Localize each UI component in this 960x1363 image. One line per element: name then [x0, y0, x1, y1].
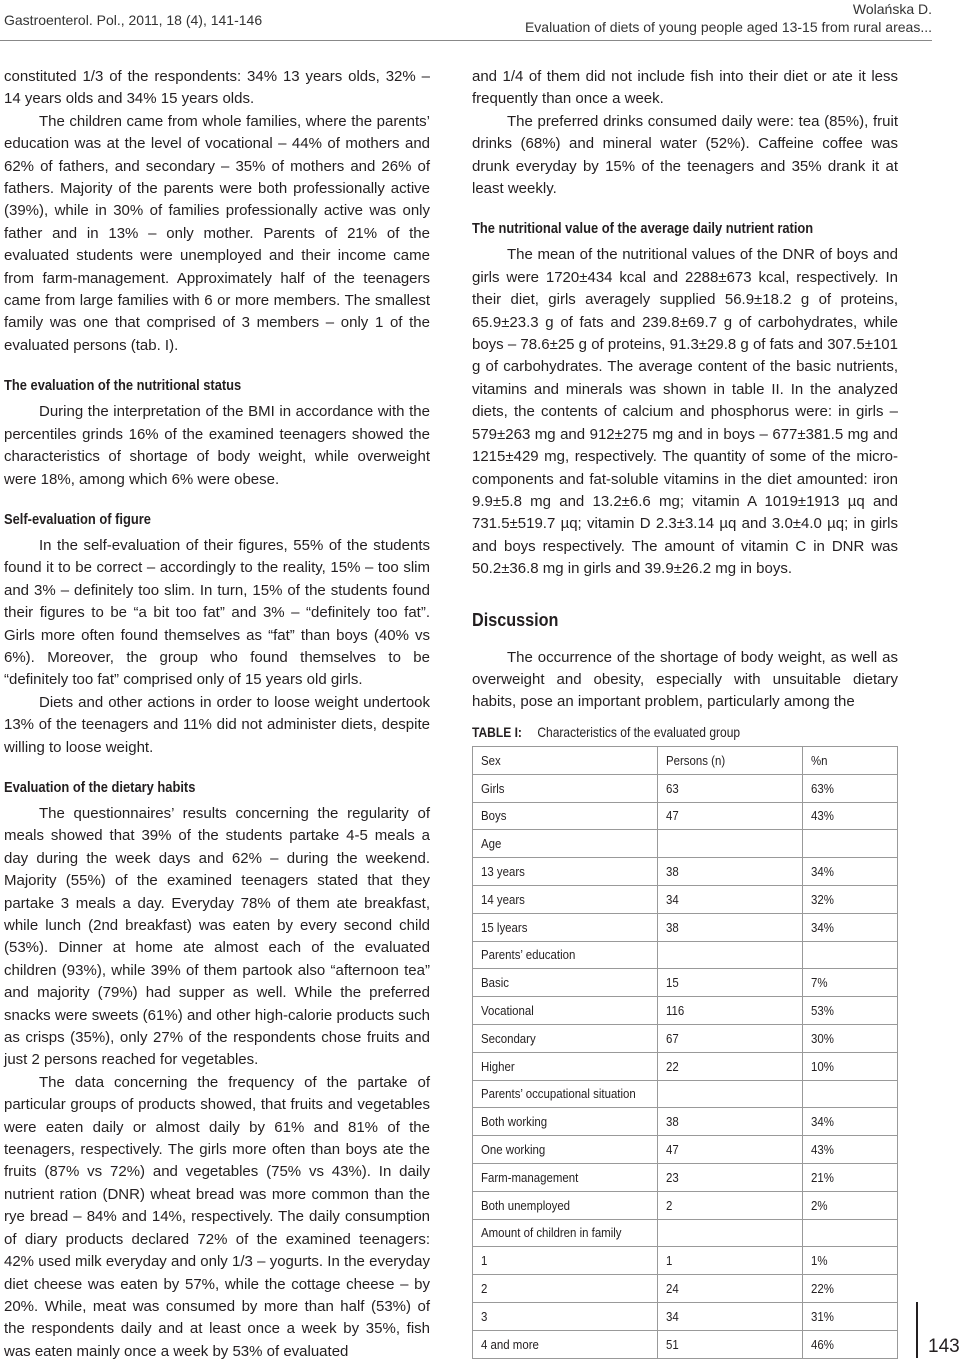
table-cell: 2: [658, 1191, 803, 1219]
author-name: Wolańska D.: [852, 1, 932, 17]
table-cell: 1: [658, 1247, 803, 1275]
table-cell: 47: [658, 1136, 803, 1164]
table-cell: 34%: [803, 858, 898, 886]
section-heading: The evaluation of the nutritional status: [4, 377, 242, 395]
table-cell: [658, 1219, 803, 1247]
table-cell: 34: [658, 885, 803, 913]
discussion-heading: Discussion: [472, 609, 559, 630]
table-row: [473, 1247, 898, 1275]
table-cell: Parents’ occupational situation: [473, 1080, 658, 1108]
table-row: [473, 1024, 898, 1052]
table-cell: 21%: [803, 1163, 898, 1191]
table-cell: Both unemployed: [473, 1191, 658, 1219]
table-cell: 22%: [803, 1275, 898, 1303]
paragraph: The preferred drinks consumed daily were: tea (85%), fruit drinks (68%) and mineral water (52%). Caffeine coffee was drunk everyday by 15% of the teenagers and 35% drank it at least weekly.: [472, 112, 898, 198]
table-row: [473, 1330, 898, 1358]
section-heading: The nutritional value of the average daily nutrient ration: [472, 220, 814, 238]
table-cell: Age: [473, 830, 658, 858]
left-column: [4, 66, 430, 1363]
table-label: TABLE I:: [472, 724, 522, 740]
paragraph: The occurrence of the shortage of body weight, as well as overweight and obesity, especially with unsuitable dietary habits, pose an important problem, particularly among the: [472, 648, 898, 711]
table-row: [473, 1052, 898, 1080]
table-cell: 10%: [803, 1052, 898, 1080]
table-cell: 31%: [803, 1302, 898, 1330]
table-cell: 51: [658, 1330, 803, 1358]
table-cell: 2%: [803, 1191, 898, 1219]
table-cell: Girls: [473, 774, 658, 802]
paragraph: During the interpretation of the BMI in accordance with the percentiles grinds 16% of the examined teenagers showed the characteristics of shortage of body weight, while overweight were 18%, among which 6% were obese.: [4, 403, 430, 488]
table-row: [473, 1191, 898, 1219]
paragraph: The questionnaires’ results concerning the regularity of meals showed that 39% of the students partake 4-5 meals a day during the week days and 62% – during the weekend. Majority (55%) of the examined teenagers stated that they partake 3 meals a day. Everyday 78% of them ate breakfast, while lunch (2nd breakfast) was eaten by every second child (53%). Dinner at home ate almost each of the evaluated children (93%), while 39% of them partook also “afternoon tea” and majority (79%) had supper as well. While the preferred snacks were sweets (61%) and other high-calorie products such as crisps (35%), only 27% of the respondents chose fruits and just 2 persons reached for vegetables.: [4, 804, 430, 1069]
table-cell: Persons (n): [658, 747, 803, 775]
table-cell: 30%: [803, 1024, 898, 1052]
table-cell: 1%: [803, 1247, 898, 1275]
table-cell: Parents’ education: [473, 941, 658, 969]
table-row: [473, 885, 898, 913]
table-cell: 15: [658, 969, 803, 997]
table-cell: 38: [658, 913, 803, 941]
page-number: 143: [928, 1336, 960, 1357]
table-cell: [658, 830, 803, 858]
table-cell: [658, 941, 803, 969]
table-cell: 47: [658, 802, 803, 830]
table-cell: [803, 830, 898, 858]
table-cell: 15 lyears: [473, 913, 658, 941]
table-cell: Farm-management: [473, 1163, 658, 1191]
table-cell: 22: [658, 1052, 803, 1080]
table-cell: 14 years: [473, 885, 658, 913]
table-cell: 38: [658, 1108, 803, 1136]
paragraph: constituted 1/3 of the respondents: 34% 13 years olds, 32% – 14 years olds and 34% 15 years olds.: [4, 68, 430, 108]
paragraph: The data concerning the frequency of the partake of particular groups of products showed, that fruits and vegetables were eaten daily or almost daily by 61% and 81% of the teenagers, respectively. The girls more often than boys ate the fruits (87% vs 72%) and vegetables (75% vs 43%). In daily nutrient ration (DNR) wheat bread was more common than the rye bread – 84% and 14%, respectively. The daily consumption of diary products declared 72% of the examined teenagers: 42% used milk everyday and only 1/3 – yogurts. In the everyday diet cheese was eaten by 57%, while the cottage cheese – by 20%. While, meat was consumed by more than half (53%) of the respondents daily and at least once a week by 35%, fish was eaten mainly once a week by 53% of evaluated: [4, 1073, 430, 1360]
table-cell: 3: [473, 1302, 658, 1330]
paragraph: The children came from whole families, where the parents’ education was at the level of vocational – 44% of mothers and 62% of fathers, and secondary – 35% of mothers and 26% of fathers. Majority of the parents were both professionally active (39%), while in 30% of families professionally active was only father and in 13% – only mother. Parents of 21% of the evaluated students were unemployed and their income came from farm-management. Approximately half of the teenagers came from large families with 6 or more members. The smallest family was one that comprised of 3 members – only 1 of the evaluated persons (tab. I).: [4, 112, 430, 354]
section-heading: Self-evaluation of figure: [4, 510, 151, 528]
table-row: [473, 830, 898, 858]
table-cell: [803, 1219, 898, 1247]
table-row: [473, 1108, 898, 1136]
section-heading: Evaluation of the dietary habits: [4, 778, 196, 796]
table-row: [473, 969, 898, 997]
table-row: [473, 858, 898, 886]
table-row: [473, 747, 898, 775]
table-row: [473, 1080, 898, 1108]
table-cell: Amount of children in family: [473, 1219, 658, 1247]
table-cell: Both working: [473, 1108, 658, 1136]
table-cell: 4 and more: [473, 1330, 658, 1358]
table-cell: 32%: [803, 885, 898, 913]
table-row: [473, 997, 898, 1025]
table-caption: [472, 724, 740, 740]
journal-citation: Gastroenterol. Pol., 2011, 18 (4), 141-146: [4, 12, 263, 28]
table-cell: 53%: [803, 997, 898, 1025]
table-cell: Secondary: [473, 1024, 658, 1052]
page-number-rule: [916, 1302, 918, 1358]
table-cell: 43%: [803, 802, 898, 830]
table-row: [473, 1302, 898, 1330]
table-cell: 13 years: [473, 858, 658, 886]
paragraph: and 1/4 of them did not include fish into their diet or ate it less frequently than once a week.: [472, 68, 898, 108]
table-cell: 34%: [803, 913, 898, 941]
table-cell: Higher: [473, 1052, 658, 1080]
table-cell: 46%: [803, 1330, 898, 1358]
table-cell: 67: [658, 1024, 803, 1052]
characteristics-table: [472, 746, 898, 1359]
table-cell: One working: [473, 1136, 658, 1164]
table-row: [473, 941, 898, 969]
paragraph: Diets and other actions in order to loose weight undertook 13% of the teenagers and 11% did not administer diets, despite willing to loose weight.: [4, 693, 430, 756]
running-header: [525, 0, 932, 36]
paragraph: The mean of the nutritional values of the DNR of boys and girls were 1720±434 kcal and 2288±673 kcal, respectively. In their diet, girls averagely supplied 56.9±18.2 g of proteins, 65.9±23.3 g of fats and 239.8±69.7 g of carbohydrates, while boys – 78.6±25 g of proteins, 91.3±29.8 g of fats and 307.5±101 g of carbohydrates. The average content of the basic nutrients, vitamins and minerals was shown in table II. In the analyzed diets, the contents of calcium and phosphorus were: in girls – 579±263 mg and 912±275 mg and in boys – 677±381.5 mg and 1215±429 mg, respectively. The quantity of some of the micro-components and fat-soluble vitamins in the diet amounted: iron 9.9±5.8 mg and 13.2±6.6 mg; vitamin A 1019±1913 µq and 731.5±519.7 µq; vitamin D 2.3±3.14 µq and 3.0±4.0 µq; in girls and boys respectively. The amount of vitamin C in DNR was 50.2±36.8 mg in girls and 39.9±26.2 mg in boys.: [472, 246, 898, 578]
table-cell: 38: [658, 858, 803, 886]
table-row: [473, 1219, 898, 1247]
table-cell: 43%: [803, 1136, 898, 1164]
table-cell: Sex: [473, 747, 658, 775]
table-cell: 1: [473, 1247, 658, 1275]
table-row: [473, 1275, 898, 1303]
table-row: [473, 774, 898, 802]
table-cell: 24: [658, 1275, 803, 1303]
table-cell: Vocational: [473, 997, 658, 1025]
table-cell: 63%: [803, 774, 898, 802]
table-cell: 34%: [803, 1108, 898, 1136]
table-cell: 23: [658, 1163, 803, 1191]
right-column: [472, 66, 898, 714]
table-row: [473, 913, 898, 941]
table-cell: Boys: [473, 802, 658, 830]
table-cell: [803, 941, 898, 969]
header-divider: [0, 40, 932, 41]
running-title: Evaluation of diets of young people aged 13-15 from rural areas...: [524, 19, 932, 35]
table-cell: [658, 1080, 803, 1108]
table-row: [473, 1136, 898, 1164]
table-row: [473, 802, 898, 830]
table-title: Characteristics of the evaluated group: [537, 724, 741, 740]
table-cell: 34: [658, 1302, 803, 1330]
table-row: [473, 1163, 898, 1191]
table-cell: Basic: [473, 969, 658, 997]
table-cell: %n: [803, 747, 898, 775]
table-cell: [803, 1080, 898, 1108]
paragraph: In the self-evaluation of their figures, 55% of the students found it to be correct – accordingly to the reality, 15% – too slim and 3% – definitely too slim. In turn, 15% of the students found their figures to be “a bit too fat” and 3% – “definitely too fat”. Girls more often found themselves as “fat” than boys (40% vs 6%). Moreover, the group who found themselves to be “definitely too fat” comprised only of 15 years old girls.: [4, 536, 430, 689]
table-cell: 7%: [803, 969, 898, 997]
table-cell: 2: [473, 1275, 658, 1303]
table-cell: 116: [658, 997, 803, 1025]
table-cell: 63: [658, 774, 803, 802]
